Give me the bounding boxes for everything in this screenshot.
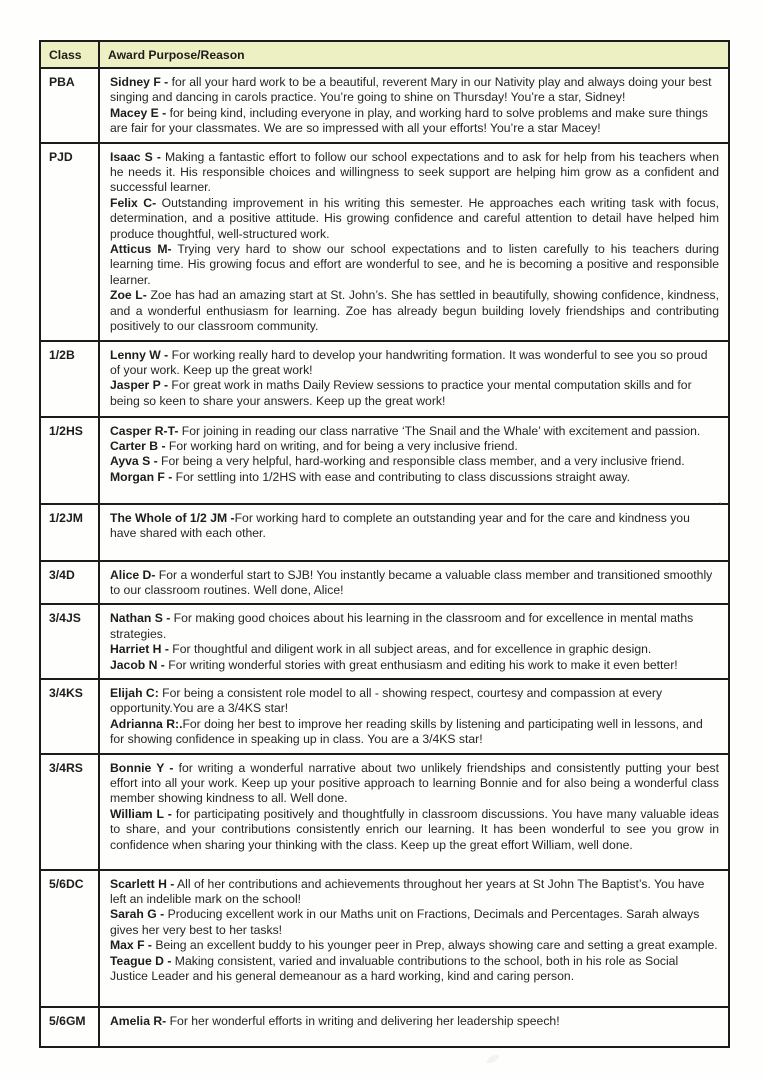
award-entry (110, 907, 719, 938)
table-row (40, 68, 729, 143)
student-name: Isaac S - (110, 149, 161, 164)
award-cell (99, 679, 729, 754)
class-label: 5/6GM (40, 1007, 99, 1047)
award-entry (110, 686, 719, 717)
class-label: 1/2B (40, 341, 99, 417)
award-entry (110, 424, 719, 439)
student-name: Sarah G - (110, 907, 165, 922)
award-cell (99, 504, 729, 561)
class-label: 1/2JM (40, 504, 99, 561)
award-cell (99, 68, 729, 143)
table-row (40, 754, 729, 870)
student-name: Atticus M- (110, 242, 172, 257)
student-name: Scarlett H - (110, 876, 175, 891)
award-entry (110, 658, 719, 673)
award-text: Outstanding improvement in his writing this semester. He approaches each writing task with focus, determination, and a positive attitude. His growing confidence and careful attention to detail have helped him produce thoughtful, well-structured work. (110, 195, 719, 241)
award-text: Being an excellent buddy to his younger peer in Prep, always showing care and setting a great example. (151, 938, 718, 953)
table-row (40, 561, 729, 605)
award-text: Making a fantastic effort to follow our school expectations and to ask for help from his teachers when he needs it. His responsible choices and willingness to seek support are helping him grow as a confident and successful learner. (110, 149, 719, 195)
student-name: Felix C- (110, 195, 157, 210)
table-row (40, 679, 729, 754)
award-cell (99, 143, 729, 341)
award-text: Producing excellent work in our Maths unit on Fractions, Decimals and Percentages. Sarah always gives her very best to her tasks! (110, 907, 700, 937)
student-name: Jacob N - (110, 657, 165, 672)
award-text: For making good choices about his learning in the classroom and for excellence in mental maths strategies. (110, 611, 694, 641)
student-name: Nathan S - (110, 611, 171, 626)
class-label: 3/4RS (40, 754, 99, 870)
student-name: Bonnie Y - (110, 760, 174, 775)
award-cell (99, 870, 729, 1007)
table-row (40, 341, 729, 417)
award-entry (110, 511, 719, 542)
award-entry (110, 877, 719, 908)
award-text: For joining in reading our class narrative ‘The Snail and the Whale’ with excitement and passion. (178, 423, 701, 438)
award-text: For writing wonderful stories with great enthusiasm and editing his work to make it even better! (164, 657, 678, 672)
student-name: Harriet H - (110, 642, 169, 657)
award-text: for writing a wonderful narrative about two unlikely friendships and consistently putting your best effort into all your work. Keep up your positive approach to learning Bonnie and for also being a wonderful class member showing kindness to all. Well done. (110, 760, 719, 806)
award-entry (110, 568, 719, 599)
student-name: Jasper P - (110, 378, 169, 393)
award-text: for all your hard work to be a beautiful, reverent Mary in our Nativity play and always doing your best singing and dancing in carols practice. You’re going to shine on Thursday! You’re a star, Sidney! (110, 75, 712, 105)
award-text: For working really hard to develop your handwriting formation. It was wonderful to see you so proud of your work. Keep up the great work! (110, 347, 708, 377)
student-name: Max F - (110, 938, 152, 953)
award-entry (110, 761, 719, 807)
award-entry (110, 642, 719, 657)
student-name: Sidney F - (110, 75, 169, 89)
award-entry (110, 439, 719, 454)
student-name: Morgan F - (110, 469, 173, 484)
award-entry (110, 1014, 719, 1029)
student-name: Macey E - (110, 105, 167, 120)
award-cell (99, 1007, 729, 1047)
student-name: The Whole of 1/2 JM - (110, 510, 235, 525)
award-entry (110, 611, 719, 642)
class-label: 3/4D (40, 561, 99, 605)
award-text: for being kind, including everyone in play, and working hard to solve problems and make sure things are fair for your classmates. We are so impressed with all your efforts! You’re a star Macey! (110, 105, 708, 136)
student-name: Elijah C: (110, 685, 159, 700)
student-name: Casper R-T- (110, 423, 179, 438)
award-entry (110, 954, 719, 985)
table-row (40, 1007, 729, 1047)
award-cell (99, 604, 729, 679)
award-entry (110, 150, 719, 196)
award-entry (110, 807, 719, 853)
award-text: Making consistent, varied and invaluable contributions to the school, both in his role as Social Justice Leader and his general demeanour as a hard working, kind and caring person. (110, 953, 679, 983)
table-row (40, 417, 729, 504)
student-name: Teague D - (110, 953, 172, 968)
award-text: For being a consistent role model to all - showing respect, courtesy and compassion at every opportunity.You are a 3/4KS star! (110, 685, 663, 716)
award-text: For settling into 1/2HS with ease and contributing to class discussions straight away. (172, 469, 631, 484)
award-entry (110, 106, 719, 137)
student-name: William L - (110, 806, 172, 821)
scan-smudge (485, 1053, 500, 1065)
award-cell (99, 754, 729, 870)
student-name: Carter B - (110, 438, 166, 453)
class-label: 3/4KS (40, 679, 99, 754)
award-entry (110, 454, 719, 469)
class-label: 1/2HS (40, 417, 99, 504)
student-name: Ayva S - (110, 454, 158, 469)
award-text: For working hard to complete an outstanding year and for the care and kindness you have shared with each other. (110, 510, 690, 540)
table-row (40, 143, 729, 341)
student-name: Lenny W - (110, 347, 169, 362)
award-text: Trying very hard to show our school expectations and to listen carefully to his teachers during learning time. His growing focus and effort are wonderful to see, and he is becoming a positive and responsible learner. (110, 242, 720, 287)
award-text: For thoughtful and diligent work in all subject areas, and for excellence in graphic design. (168, 642, 652, 657)
award-entry (110, 242, 719, 288)
class-column-header: Class (40, 41, 99, 68)
award-entry (110, 378, 719, 409)
table-row (40, 604, 729, 679)
class-label: 3/4JS (40, 604, 99, 679)
award-entry (110, 938, 719, 953)
award-text: Zoe has had an amazing start at St. John’s. She has settled in beautifully, showing confidence, kindness, and a wonderful enthusiasm for learning. Zoe has already begun building lovely friendships and contributing positively to our classroom community. (110, 288, 719, 334)
header-row (40, 41, 729, 68)
award-entry (110, 75, 719, 106)
awards-table (39, 40, 730, 1048)
student-name: Adrianna R:. (110, 716, 183, 731)
class-label: PBA (40, 68, 99, 143)
award-text: For being a very helpful, hard-working and responsible class member, and a very inclusive friend. (157, 454, 685, 469)
award-column-header: Award Purpose/Reason (99, 41, 729, 68)
award-entry (110, 288, 719, 334)
award-cell (99, 417, 729, 504)
table-row (40, 870, 729, 1007)
award-text: For great work in maths Daily Review sessions to practice your mental computation skills and for being so keen to share your answers. Keep up the great work! (110, 378, 692, 408)
award-text: for participating positively and thoughtfully in classroom discussions. You have many valuable ideas to share, and your contributions consistently enrich our learning. It has been wonderful to see you grow in confidence when sharing your thinking with the class. Keep up the great effort William, well done. (110, 806, 719, 852)
table-row (40, 504, 729, 561)
awards-table-body (40, 68, 729, 1047)
award-entry (110, 717, 719, 748)
student-name: Zoe L- (110, 288, 147, 303)
class-label: PJD (40, 143, 99, 341)
student-name: Alice D- (110, 567, 156, 582)
award-text: All of her contributions and achievements throughout her years at St John The Baptist’s. You have left an indelible mark on the school! (110, 876, 705, 906)
scan-artifact-mark: ’ (719, 501, 722, 512)
award-entry (110, 348, 719, 379)
award-text: For a wonderful start to SJB! You instantly became a valuable class member and transitioned smoothly to our classroom routines. Well done, Alice! (110, 567, 713, 597)
award-entry (110, 196, 719, 242)
award-text: For her wonderful efforts in writing and delivering her leadership speech! (166, 1013, 560, 1028)
award-cell (99, 561, 729, 605)
award-cell (99, 341, 729, 417)
student-name: Amelia R- (110, 1013, 167, 1028)
award-text: For working hard on writing, and for being a very inclusive friend. (165, 438, 518, 453)
award-text: For doing her best to improve her reading skills by listening and participating well in lessons, and for showing confidence in speaking up in class. You are a 3/4KS star! (110, 716, 703, 747)
class-label: 5/6DC (40, 870, 99, 1007)
award-entry (110, 470, 719, 485)
